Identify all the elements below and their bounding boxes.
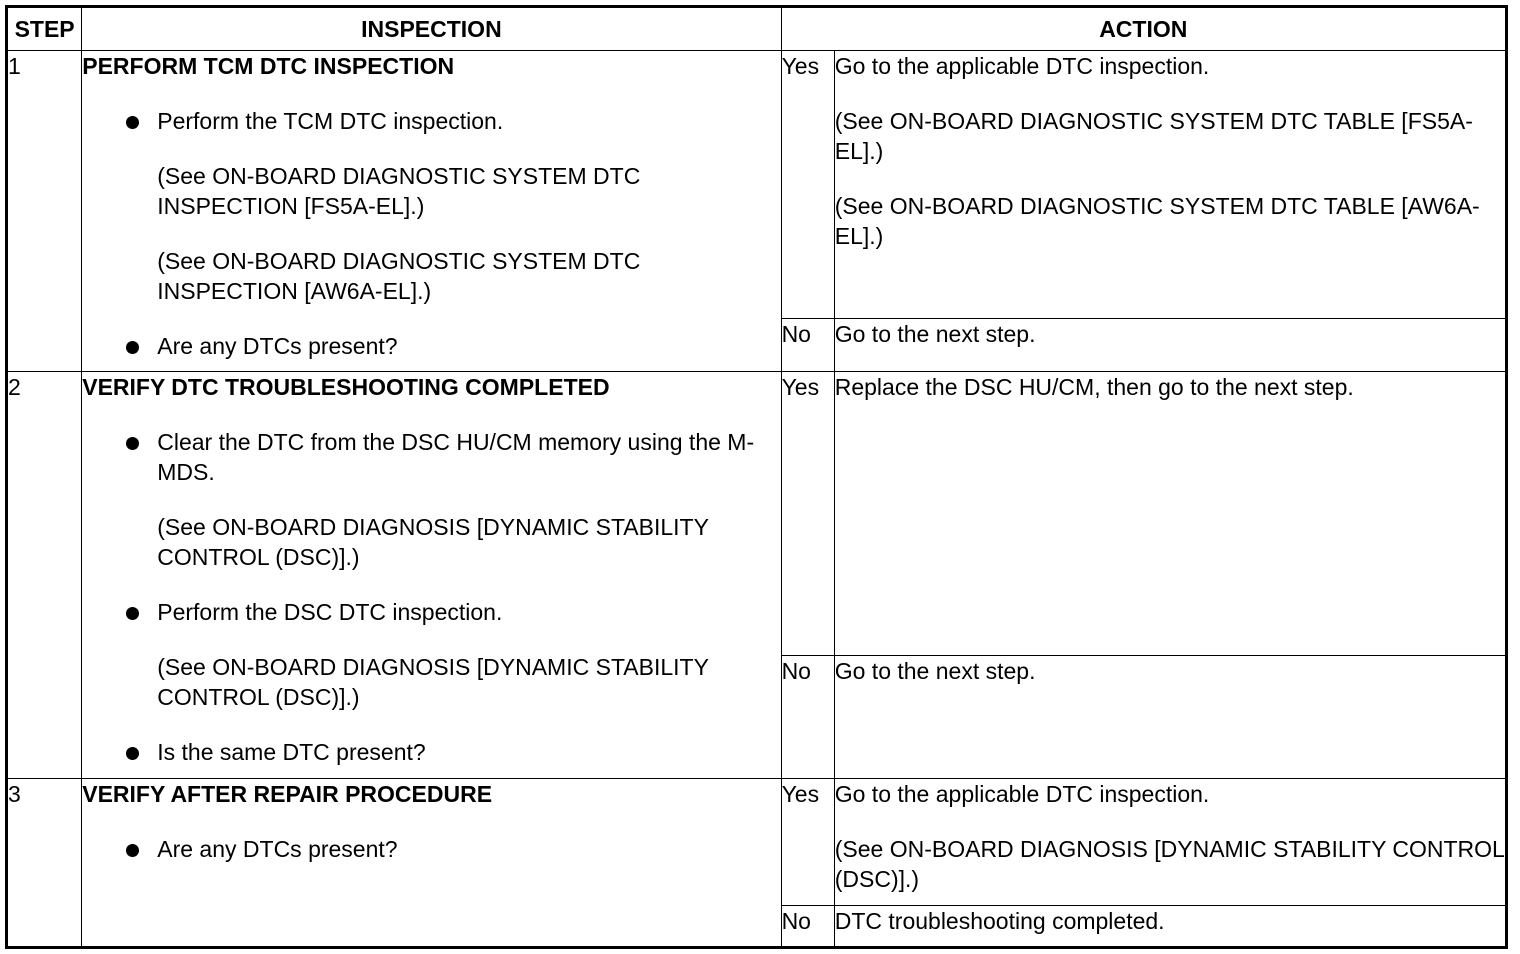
step-number: 1 (7, 51, 82, 372)
action-text: Go to the next step. (834, 658, 1036, 684)
bullet-list (82, 427, 780, 487)
no-action-cell (834, 319, 1506, 372)
bullet-item: Is the same DTC present? (82, 737, 780, 767)
bullet-item: Are any DTCs present? (82, 331, 780, 361)
bullet-list (82, 737, 780, 767)
bullet-list (82, 331, 780, 361)
inspection-cell (82, 372, 781, 779)
bullet-item: Perform the TCM DTC inspection. (82, 106, 780, 136)
inspection-cell (82, 779, 781, 948)
header-step: STEP (7, 7, 82, 51)
yes-action-cell (834, 372, 1506, 656)
reference-text: (See ON-BOARD DIAGNOSIS [DYNAMIC STABILITY CONTROL (DSC)].) (157, 514, 709, 570)
step-title: VERIFY DTC TROUBLESHOOTING COMPLETED (82, 374, 610, 400)
no-label: No (781, 319, 834, 372)
reference-text: (See ON-BOARD DIAGNOSIS [DYNAMIC STABILITY CONTROL (DSC)].) (157, 654, 709, 710)
reference-text: (See ON-BOARD DIAGNOSTIC SYSTEM DTC TABLE [AW6A-EL].) (834, 193, 1480, 249)
procedure-table (5, 5, 1508, 949)
step-number: 2 (7, 372, 82, 779)
reference-text: (See ON-BOARD DIAGNOSTIC SYSTEM DTC INSPECTION [AW6A-EL].) (157, 248, 641, 304)
no-action-cell (834, 656, 1506, 779)
yes-label: Yes (781, 372, 834, 656)
bullet-item: Perform the DSC DTC inspection. (82, 597, 780, 627)
table-row (7, 779, 1507, 906)
bullet-list (82, 597, 780, 627)
action-text: Go to the next step. (834, 321, 1036, 347)
step-title: VERIFY AFTER REPAIR PROCEDURE (82, 781, 493, 807)
bullet-item: Clear the DTC from the DSC HU/CM memory using the M-MDS. (82, 427, 780, 487)
yes-label: Yes (781, 779, 834, 906)
reference-text: (See ON-BOARD DIAGNOSTIC SYSTEM DTC TABLE [FS5A-EL].) (834, 108, 1473, 164)
bullet-list (82, 834, 780, 864)
inspection-cell (82, 51, 781, 372)
reference-text: (See ON-BOARD DIAGNOSIS [DYNAMIC STABILITY CONTROL (DSC)].) (834, 836, 1504, 892)
header-inspection: INSPECTION (82, 7, 781, 51)
bullet-list (82, 106, 780, 136)
step-title: PERFORM TCM DTC INSPECTION (82, 53, 455, 79)
yes-action-cell (834, 779, 1506, 906)
action-text: Go to the applicable DTC inspection. (834, 53, 1210, 79)
header-row (7, 7, 1507, 51)
action-text: DTC troubleshooting completed. (834, 908, 1165, 934)
step-number: 3 (7, 779, 82, 948)
action-text: Replace the DSC HU/CM, then go to the next step. (834, 374, 1354, 400)
no-label: No (781, 906, 834, 948)
action-text: Go to the applicable DTC inspection. (834, 781, 1210, 807)
table-row (7, 372, 1507, 656)
bullet-item: Are any DTCs present? (82, 834, 780, 864)
no-label: No (781, 656, 834, 779)
header-action: ACTION (781, 7, 1506, 51)
yes-action-cell (834, 51, 1506, 319)
reference-text: (See ON-BOARD DIAGNOSTIC SYSTEM DTC INSPECTION [FS5A-EL].) (157, 163, 641, 219)
table-row (7, 51, 1507, 319)
no-action-cell (834, 906, 1506, 948)
yes-label: Yes (781, 51, 834, 319)
